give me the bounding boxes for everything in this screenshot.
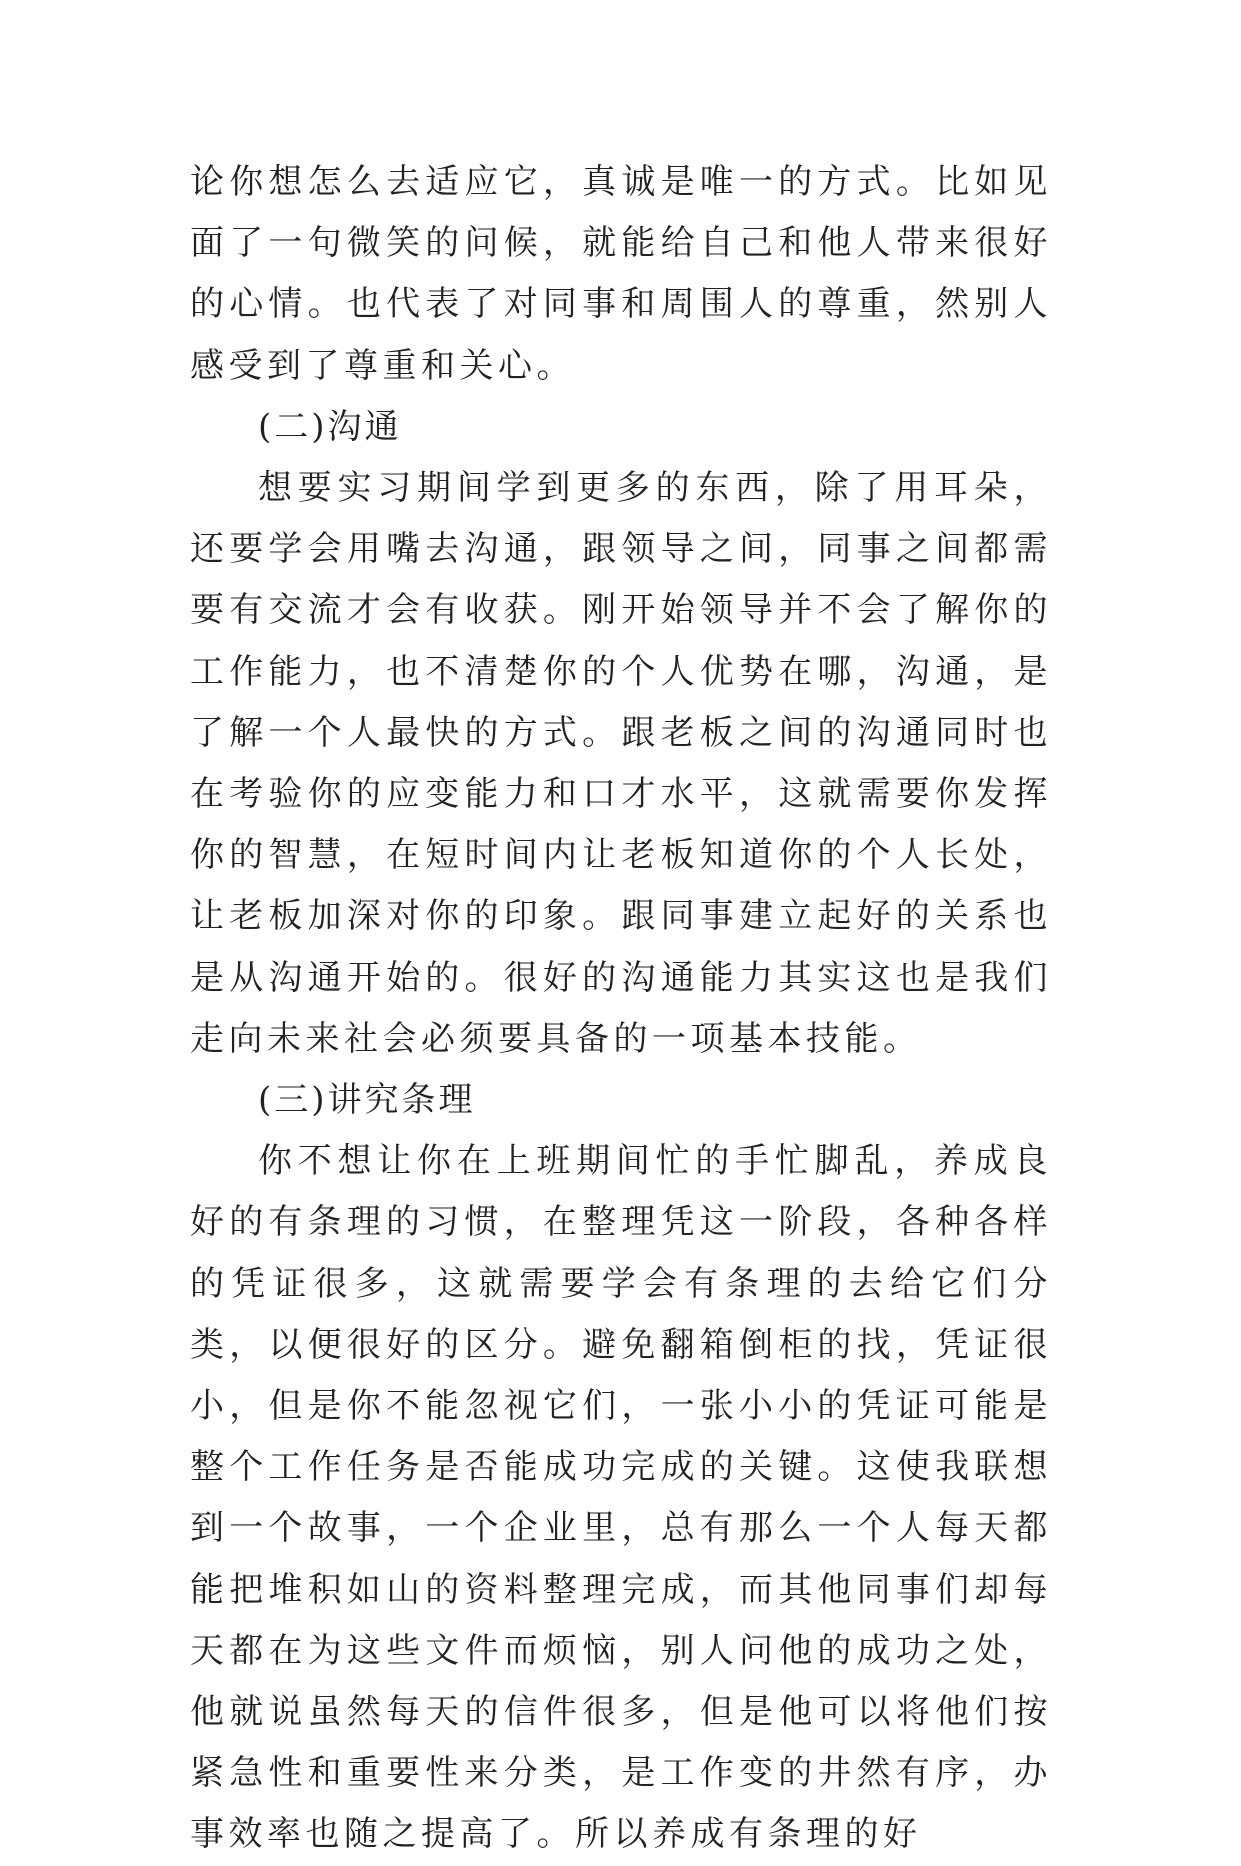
- paragraph-organization: 你不想让你在上班期间忙的手忙脚乱，养成良好的有条理的习惯，在整理凭这一阶段，各种各样的凭证很多，这就需要学会有条理的去给它们分类，以便很好的区分。避免翻箱倒柜的找，凭证很小，但是你不能忽视它们，一张小小的凭证可能是整个工作任务是否能成功完成的关键。这使我联想到一个故事，一个企业里，总有那么一个人每天都能把堆积如山的资料整理完成，而其他同事们却每天都在为这些文件而烦恼，别人问他的成功之处，他就说虽然每天的信件很多，但是他可以将他们按紧急性和重要性来分类，是工作变的井然有序，办事效率也随之提高了。所以养成有条理的好: [190, 1141, 1052, 1855]
- document-body: [190, 152, 1052, 1866]
- section-heading-organization: (三)讲究条理: [258, 1080, 476, 1121]
- paragraph-intro: 论你想怎么去适应它，真诚是唯一的方式。比如见面了一句微笑的问候，就能给自己和他人带来很好的心情。也代表了对同事和周围人的尊重，然别人感受到了尊重和关心。: [190, 162, 1052, 386]
- section-heading-communication: (二)沟通: [258, 406, 402, 447]
- paragraph-communication: 想要实习期间学到更多的东西，除了用耳朵，还要学会用嘴去沟通，跟领导之间，同事之间都需要有交流才会有收获。刚开始领导并不会了解你的工作能力，也不清楚你的个人优势在哪，沟通，是了解一个人最快的方式。跟老板之间的沟通同时也在考验你的应变能力和口才水平，这就需要你发挥你的智慧，在短时间内让老板知道你的个人长处，让老板加深对你的印象。跟同事建立起好的关系也是从沟通开始的。很好的沟通能力其实这也是我们走向未来社会必须要具备的一项基本技能。: [190, 468, 1052, 1059]
